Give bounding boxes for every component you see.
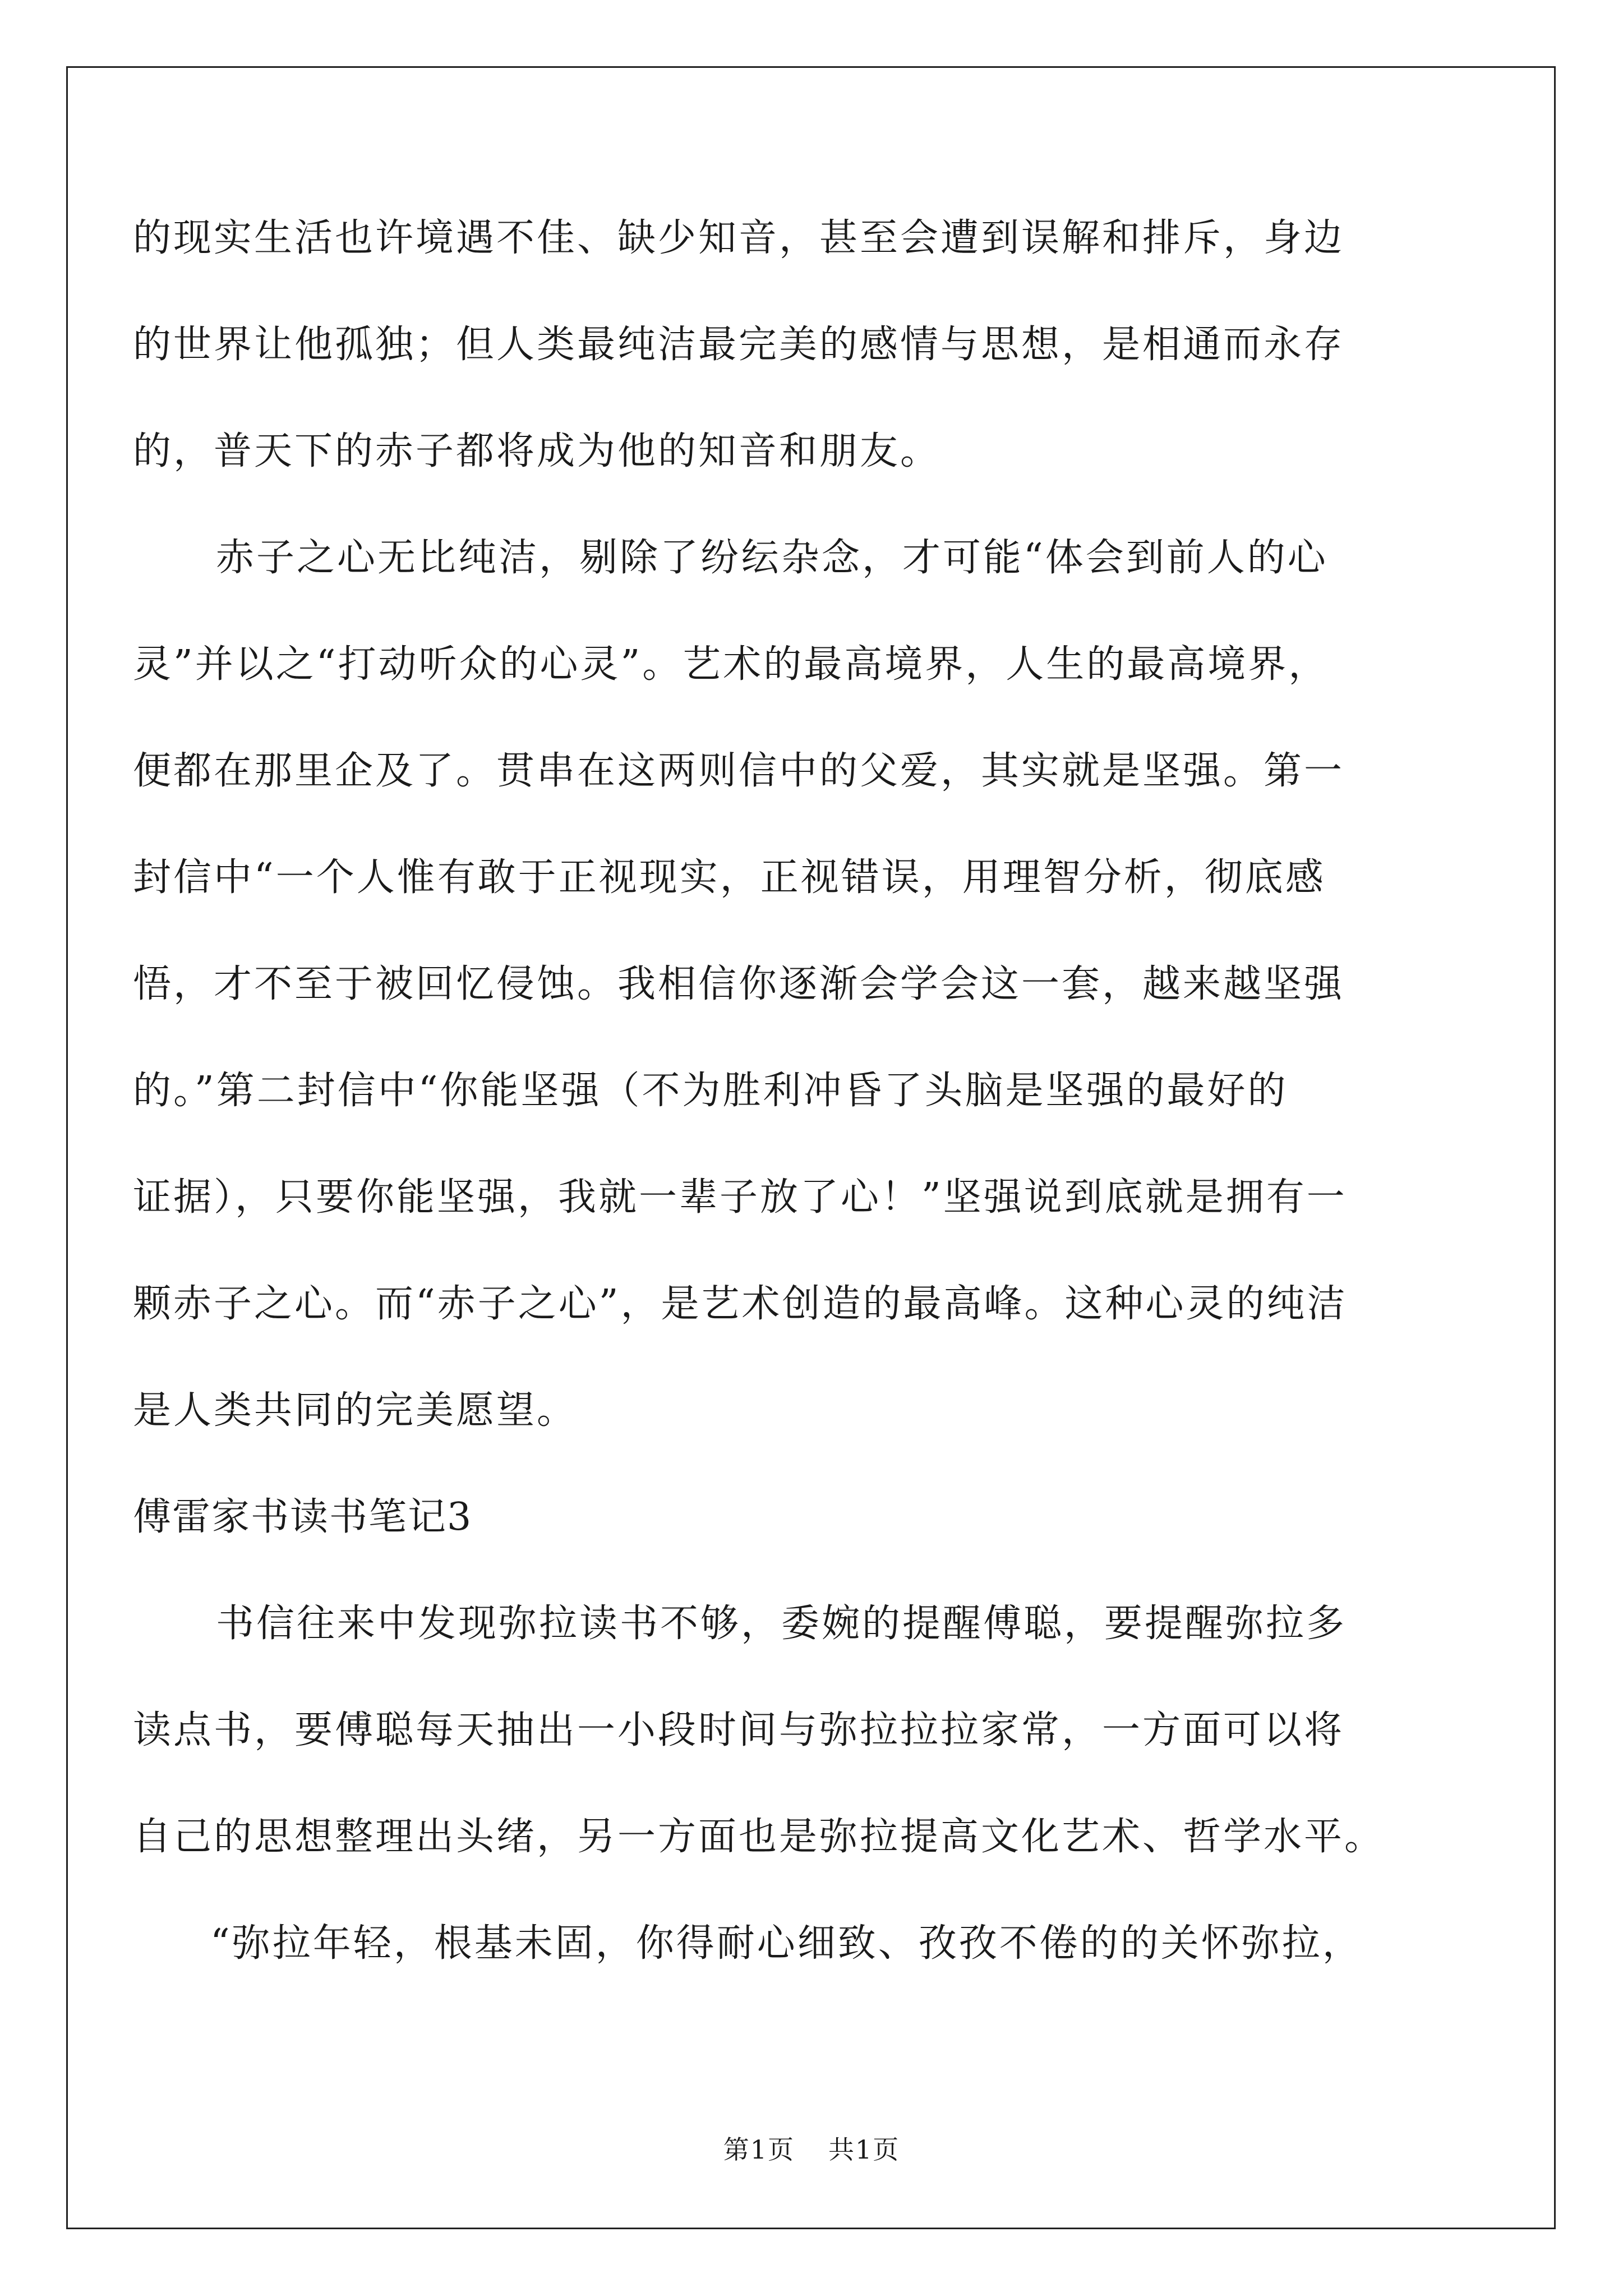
text-line: 自己的思想整理出头绪，另一方面也是弥拉提高文化艺术、哲学水平。 (133, 1815, 1385, 1859)
paragraph-first-line: “弥拉年轻，根基未固，你得耐心细致、孜孜不倦的的关怀弥拉， (210, 1921, 1363, 1966)
text-line: 的，普天下的赤子都将成为他的知音和朋友。 (133, 429, 941, 473)
text-line: 的世界让他孤独；但人类最纯洁最完美的感情与思想，是相通而永存 (133, 323, 1345, 367)
text-line: 的。”第二封信中“你能坚强（不为胜利冲昏了头脑是坚强的最好的 (133, 1069, 1288, 1113)
text-line: 便都在那里企及了。贯串在这两则信中的父爱，其实就是坚强。第一 (133, 749, 1345, 793)
text-line: 灵”并以之“打动听众的心灵”。艺术的最高境界，人生的最高境界， (133, 642, 1329, 687)
paragraph-first-line: 书信往来中发现弥拉读书不够，委婉的提醒傅聪，要提醒弥拉多 (216, 1602, 1347, 1646)
paragraph-first-line: 赤子之心无比纯洁，剔除了纷纭杂念，才可能“体会到前人的心 (216, 536, 1328, 580)
section-heading: 傅雷家书读书笔记3 (133, 1495, 473, 1539)
page-total: 共1页 (828, 2134, 900, 2165)
page-footer (0, 2129, 1623, 2166)
text-line: 颗赤子之心。而“赤子之心”，是艺术创造的最高峰。这种心灵的纯洁 (133, 1282, 1348, 1326)
text-line: 的现实生活也许境遇不佳、缺少知音，甚至会遭到误解和排斥，身边 (133, 216, 1345, 260)
text-line: 证据），只要你能坚强，我就一辈子放了心！”坚强说到底就是拥有一 (133, 1175, 1347, 1220)
text-line: 悟，才不至于被回忆侵蚀。我相信你逐渐会学会这一套，越来越坚强 (133, 962, 1345, 1006)
document-body (133, 185, 1496, 1997)
page-number: 第1页 (723, 2134, 795, 2165)
text-line: 封信中“一个人惟有敢于正视现实，正视错误，用理智分析，彻底感 (133, 855, 1326, 900)
text-line: 是人类共同的完美愿望。 (133, 1388, 578, 1433)
text-line: 读点书，要傅聪每天抽出一小段时间与弥拉拉拉家常，一方面可以将 (133, 1708, 1345, 1752)
